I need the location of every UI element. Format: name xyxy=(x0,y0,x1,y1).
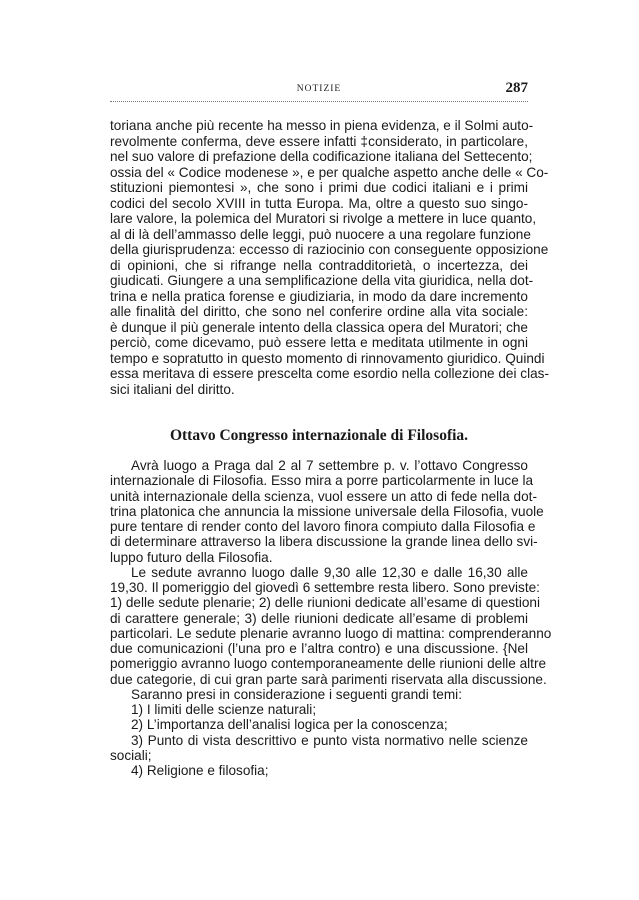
section2-body xyxy=(110,458,552,778)
text-line: luppo futuro della Filosofia. xyxy=(110,549,273,565)
section-title: Ottavo Congresso internazionale di Filosofia. xyxy=(169,427,469,444)
text-line: di determinare attraverso la libera discussione la grande linea dello svi- xyxy=(110,534,538,550)
text-line: di carattere generale; 3) delle riunioni dedicate all’esame di problemi xyxy=(110,610,528,626)
text-line: pure tentare di render conto del lavoro finora compiuto dalla Filosofia e xyxy=(110,519,536,534)
text-line: 2) L’importanza dell’analisi logica per la conoscenza; xyxy=(131,717,448,733)
text-line: giudicati. Giungere a una semplificazione della vita giuridica, nella dot- xyxy=(110,273,534,288)
text-line: particolari. Le sedute plenarie avranno luogo di mattina: comprenderanno xyxy=(110,625,552,641)
text-line: 3) Punto di vista descrittivo e punto vista normativo nelle scienze xyxy=(131,732,528,748)
text-line: due comunicazioni (l’una pro e l’altra contro) e una discussione. {Nel xyxy=(110,641,528,656)
section1-body xyxy=(110,118,549,397)
text-line: sici italiani del diritto. xyxy=(110,381,235,397)
text-line: è dunque il più generale intento della classica opera del Muratori; che xyxy=(110,319,528,335)
text-line: alle finalità del diritto, che sono nel conferire ordine alla vita sociale: xyxy=(110,304,528,319)
text-line: 4) Religione e filosofia; xyxy=(131,763,269,778)
text-line: unità internazionale della scienza, vuol essere un atto di fede nella dot- xyxy=(110,488,537,504)
text-line: Avrà luogo a Praga dal 2 al 7 settembre p. v. l’ottavo Congresso xyxy=(131,458,528,473)
text-line: ossia del « Codice modenese », e per qualche aspetto anche delle « Co- xyxy=(110,164,549,180)
text-line: trina e nella pratica forense e giudiziaria, in modo da dare incremento xyxy=(110,288,528,304)
text-line: Le sedute avranno luogo dalle 9,30 alle 12,30 e dalle 16,30 alle xyxy=(131,564,528,580)
text-line: toriana anche più recente ha messo in piena evidenza, e il Solmi auto- xyxy=(110,118,534,133)
text-line: tempo e sopratutto in questo momento di rinnovamento giuridico. Quindi xyxy=(110,350,545,366)
text-line: sociali; xyxy=(110,747,152,763)
text-line: pomeriggio avranno luogo contemporaneamente delle riunioni delle altre xyxy=(110,656,547,672)
text-line: revolmente conferma, deve essere infatti ‡considerato, in particolare, xyxy=(110,133,528,149)
text-line: perciò, come dicevamo, può essere letta e meditata utilmente in ogni xyxy=(110,335,528,350)
page-number: 287 xyxy=(505,80,528,96)
text-line: internazionale di Filosofia. Esso mira a porre particolarmente in luce la xyxy=(110,473,534,489)
text-line: Saranno presi in considerazione i seguenti grandi temi: xyxy=(131,686,462,702)
text-line: essa meritava di essere prescelta come esordio nella collezione dei clas- xyxy=(110,366,549,381)
text-line: trina platonica che annuncia la missione universale della Filosofia, vuole xyxy=(110,503,544,519)
page-header xyxy=(110,80,528,100)
text-line: lare valore, la polemica del Muratori si rivolge a mettere in luce quanto, xyxy=(110,211,537,226)
text-line: codici del secolo XVIII in tutta Europa. Ma, oltre a questo suo singo- xyxy=(110,195,528,211)
text-line: 1) delle sedute plenarie; 2) delle riunioni dedicate all’esame di questioni xyxy=(110,595,540,611)
text-line: nel suo valore di prefazione della codificazione italiana del Settecento; xyxy=(110,149,533,164)
text-line: stituzioni piemontesi », che sono i primi due codici italiani e i primi xyxy=(110,180,528,195)
text-line: 1) I limiti delle scienze naturali; xyxy=(131,702,317,717)
text-line: della giurisprudenza: eccesso di raziocinio con conseguente opposizione xyxy=(110,242,549,257)
header-rule xyxy=(110,101,528,102)
text-line: due categorie, di cui gran parte sarà parimenti riservata alla discussione. xyxy=(110,671,547,687)
text-line: al di là dell’ammasso delle leggi, può nuocere a una regolare funzione xyxy=(110,226,531,242)
running-title: NOTIZIE xyxy=(296,84,342,94)
text-line: 19,30. Il pomeriggio del giovedì 6 settembre resta libero. Sono previste: xyxy=(110,580,540,595)
text-line: di opinioni, che si rifrange nella contradditorietà, o incertezza, dei xyxy=(110,257,528,273)
